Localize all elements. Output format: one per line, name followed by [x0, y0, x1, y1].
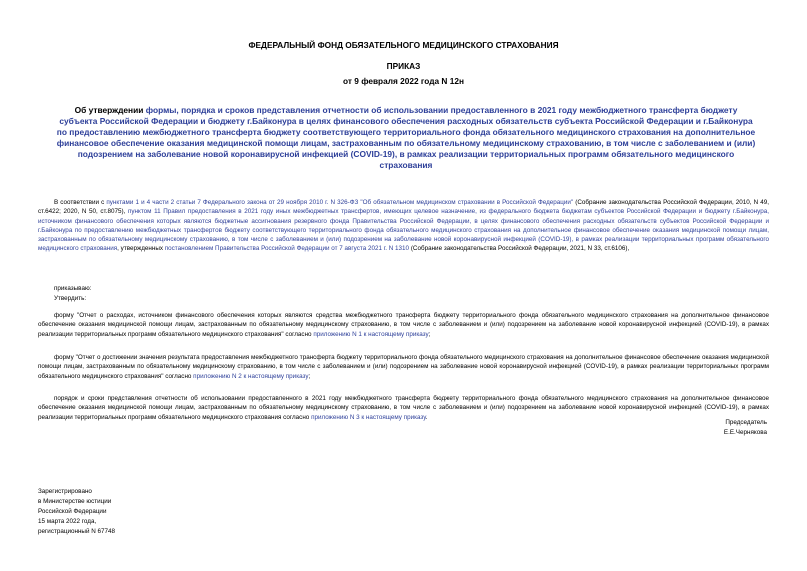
- list-item: [38, 394, 769, 422]
- org-name: ФЕДЕРАЛЬНЫЙ ФОНД ОБЯЗАТЕЛЬНОГО МЕДИЦИНСКОГО СТРАХОВАНИЯ: [248, 40, 559, 50]
- doc-date-number: от 9 февраля 2022 года N 12н: [343, 76, 464, 86]
- item-2-text: форму "Отчет о достижении значения результата предоставления межбюджетного трансферта бюджету территориального фонда обязательного медицинского страхования на дополнительное финансовое обеспечение оказания медицинской помощи лицам, застрахованным по обязательному медицинскому страхованию, в том числе с заболеванием и (или) подозрением на заболевание новой коронавирусной инфекцией (COVID-19), в рамках реализации территориальных программ обязательного медицинского страхования" согласно: [38, 354, 769, 380]
- doc-type: ПРИКАЗ: [386, 61, 421, 71]
- registration-block: [38, 487, 115, 537]
- signatory-name: Е.Е.Чернякова: [723, 429, 767, 436]
- law-326-link[interactable]: пунктами 1 и 4 части 2 статьи 7 Федерального закона от 29 ноября 2010 г. N 326-ФЗ "Об обязательном медицинском страховании в Российской Федерации": [106, 199, 574, 206]
- item-3-text: порядок и сроки представления отчетности об использовании предоставленного в 2021 году межбюджетного трансферта бюджету территориального фонда обязательного медицинского страхования на дополнительное финансовое обеспечение оказания медицинской помощи лицам, застрахованным по обязательному медицинскому страхованию, в том числе с заболеванием и (или) подозрением на заболевание новой коронавирусной инфекцией (COVID-19), в рамках реализации территориальных программ обязательного медицинского страхования согласно: [38, 395, 769, 421]
- registration-line: в Министерстве юстиции: [38, 498, 112, 505]
- resolution-1310-link[interactable]: постановлением Правительства Российской Федерации от 7 августа 2021 г. N 1310: [164, 245, 410, 253]
- preamble-text-4: (Собрание законодательства Российской Федерации, 2021, N 33, ст.6106),: [409, 245, 630, 253]
- signature-block: [724, 418, 767, 438]
- registration-line: Российской Федерации: [38, 508, 107, 515]
- title-link[interactable]: формы, порядка и сроков представления отчетности об использовании предоставленного в 2021 году межбюджетного трансферта бюджету субъекта Российской Федерации и бюджету г.Байконура в целях финансового обеспечения расходных обязательств субъекта Российской Федерации и г.Байконура по предоставлению межбюджетного трансферта бюджету соответствующего территориального фонда обязательного медицинского страхования на дополнительное финансовое обеспечение оказания медицинской помощи лицам, застрахованным по обязательному медицинскому страхованию, в том числе с заболеванием и (или) подозрением на заболевание новой коронавирусной инфекцией (COVID-19), в рамках реализации территориальных программ обязательного медицинского страхования: [56, 105, 756, 171]
- doc-title: [56, 105, 756, 172]
- registration-date: 15 марта 2022 года,: [38, 518, 97, 525]
- preamble: [38, 198, 769, 254]
- preamble-text-3: , утвержденных: [117, 245, 165, 253]
- appendix-2-link[interactable]: приложению N 2 к настоящему приказу: [193, 372, 309, 380]
- preamble-text-1: В соответствии с: [54, 199, 107, 206]
- list-item: [38, 311, 769, 339]
- title-prefix: Об утверждении: [74, 105, 146, 115]
- item-3-tail: .: [425, 413, 428, 421]
- item-1-tail: ;: [428, 330, 431, 338]
- list-item: [38, 353, 769, 381]
- preamble-text-2: (Собрание законодательства Российской Федерации, 2010, N 49, ст.6422; 2020, N 50, ст.8075),: [38, 199, 770, 216]
- signatory-position: Председатель: [725, 419, 767, 426]
- appendix-3-link[interactable]: приложению N 3 к настоящему приказу: [311, 413, 426, 421]
- rules-link[interactable]: пунктом 11 Правил предоставления в 2021 году иных межбюджетных трансфертов, имеющих целевое назначение, из федерального бюджета бюджетам субъектов Российской Федерации и бюджету г.Байконура, источником финансового обеспечения которых являются бюджетные ассигнования резервного фонда Правительства Российской Федерации, в целях финансового обеспечения расходных обязательств субъектов Российской Федерации и г.Байконура по предоставлению межбюджетных трансфертов бюджету соответствующего территориального фонда обязательного медицинского страхования на дополнительное финансовое обеспечение оказания медицинской помощи лицам, застрахованным по обязательному медицинскому страхованию, в том числе с заболеванием и (или) подозрением на заболевание новой коронавирусной инфекцией (COVID-19), в рамках реализации территориальных программ обязательного медицинского страхования: [38, 208, 769, 253]
- registration-line: Зарегистрировано: [38, 488, 92, 495]
- order-word: приказываю:: [54, 285, 92, 292]
- registration-number: регистрационный N 67748: [38, 528, 116, 535]
- approve-word: Утвердить:: [54, 295, 87, 302]
- appendix-1-link[interactable]: приложению N 1 к настоящему приказу: [313, 330, 429, 338]
- item-1-text: форму "Отчет о расходах, источником финансового обеспечения которых являются средства межбюджетного трансферта бюджету территориального фонда обязательного медицинского страхования на дополнительное финансовое обеспечение оказания медицинской помощи лицам, застрахованным по обязательному медицинскому страхованию, в том числе с заболеванием и (или) подозрением на заболевание новой коронавирусной инфекцией (COVID-19), в рамках реализации территориальных программ обязательного медицинского страхования" согласно: [38, 312, 769, 338]
- item-2-tail: ;: [308, 372, 311, 380]
